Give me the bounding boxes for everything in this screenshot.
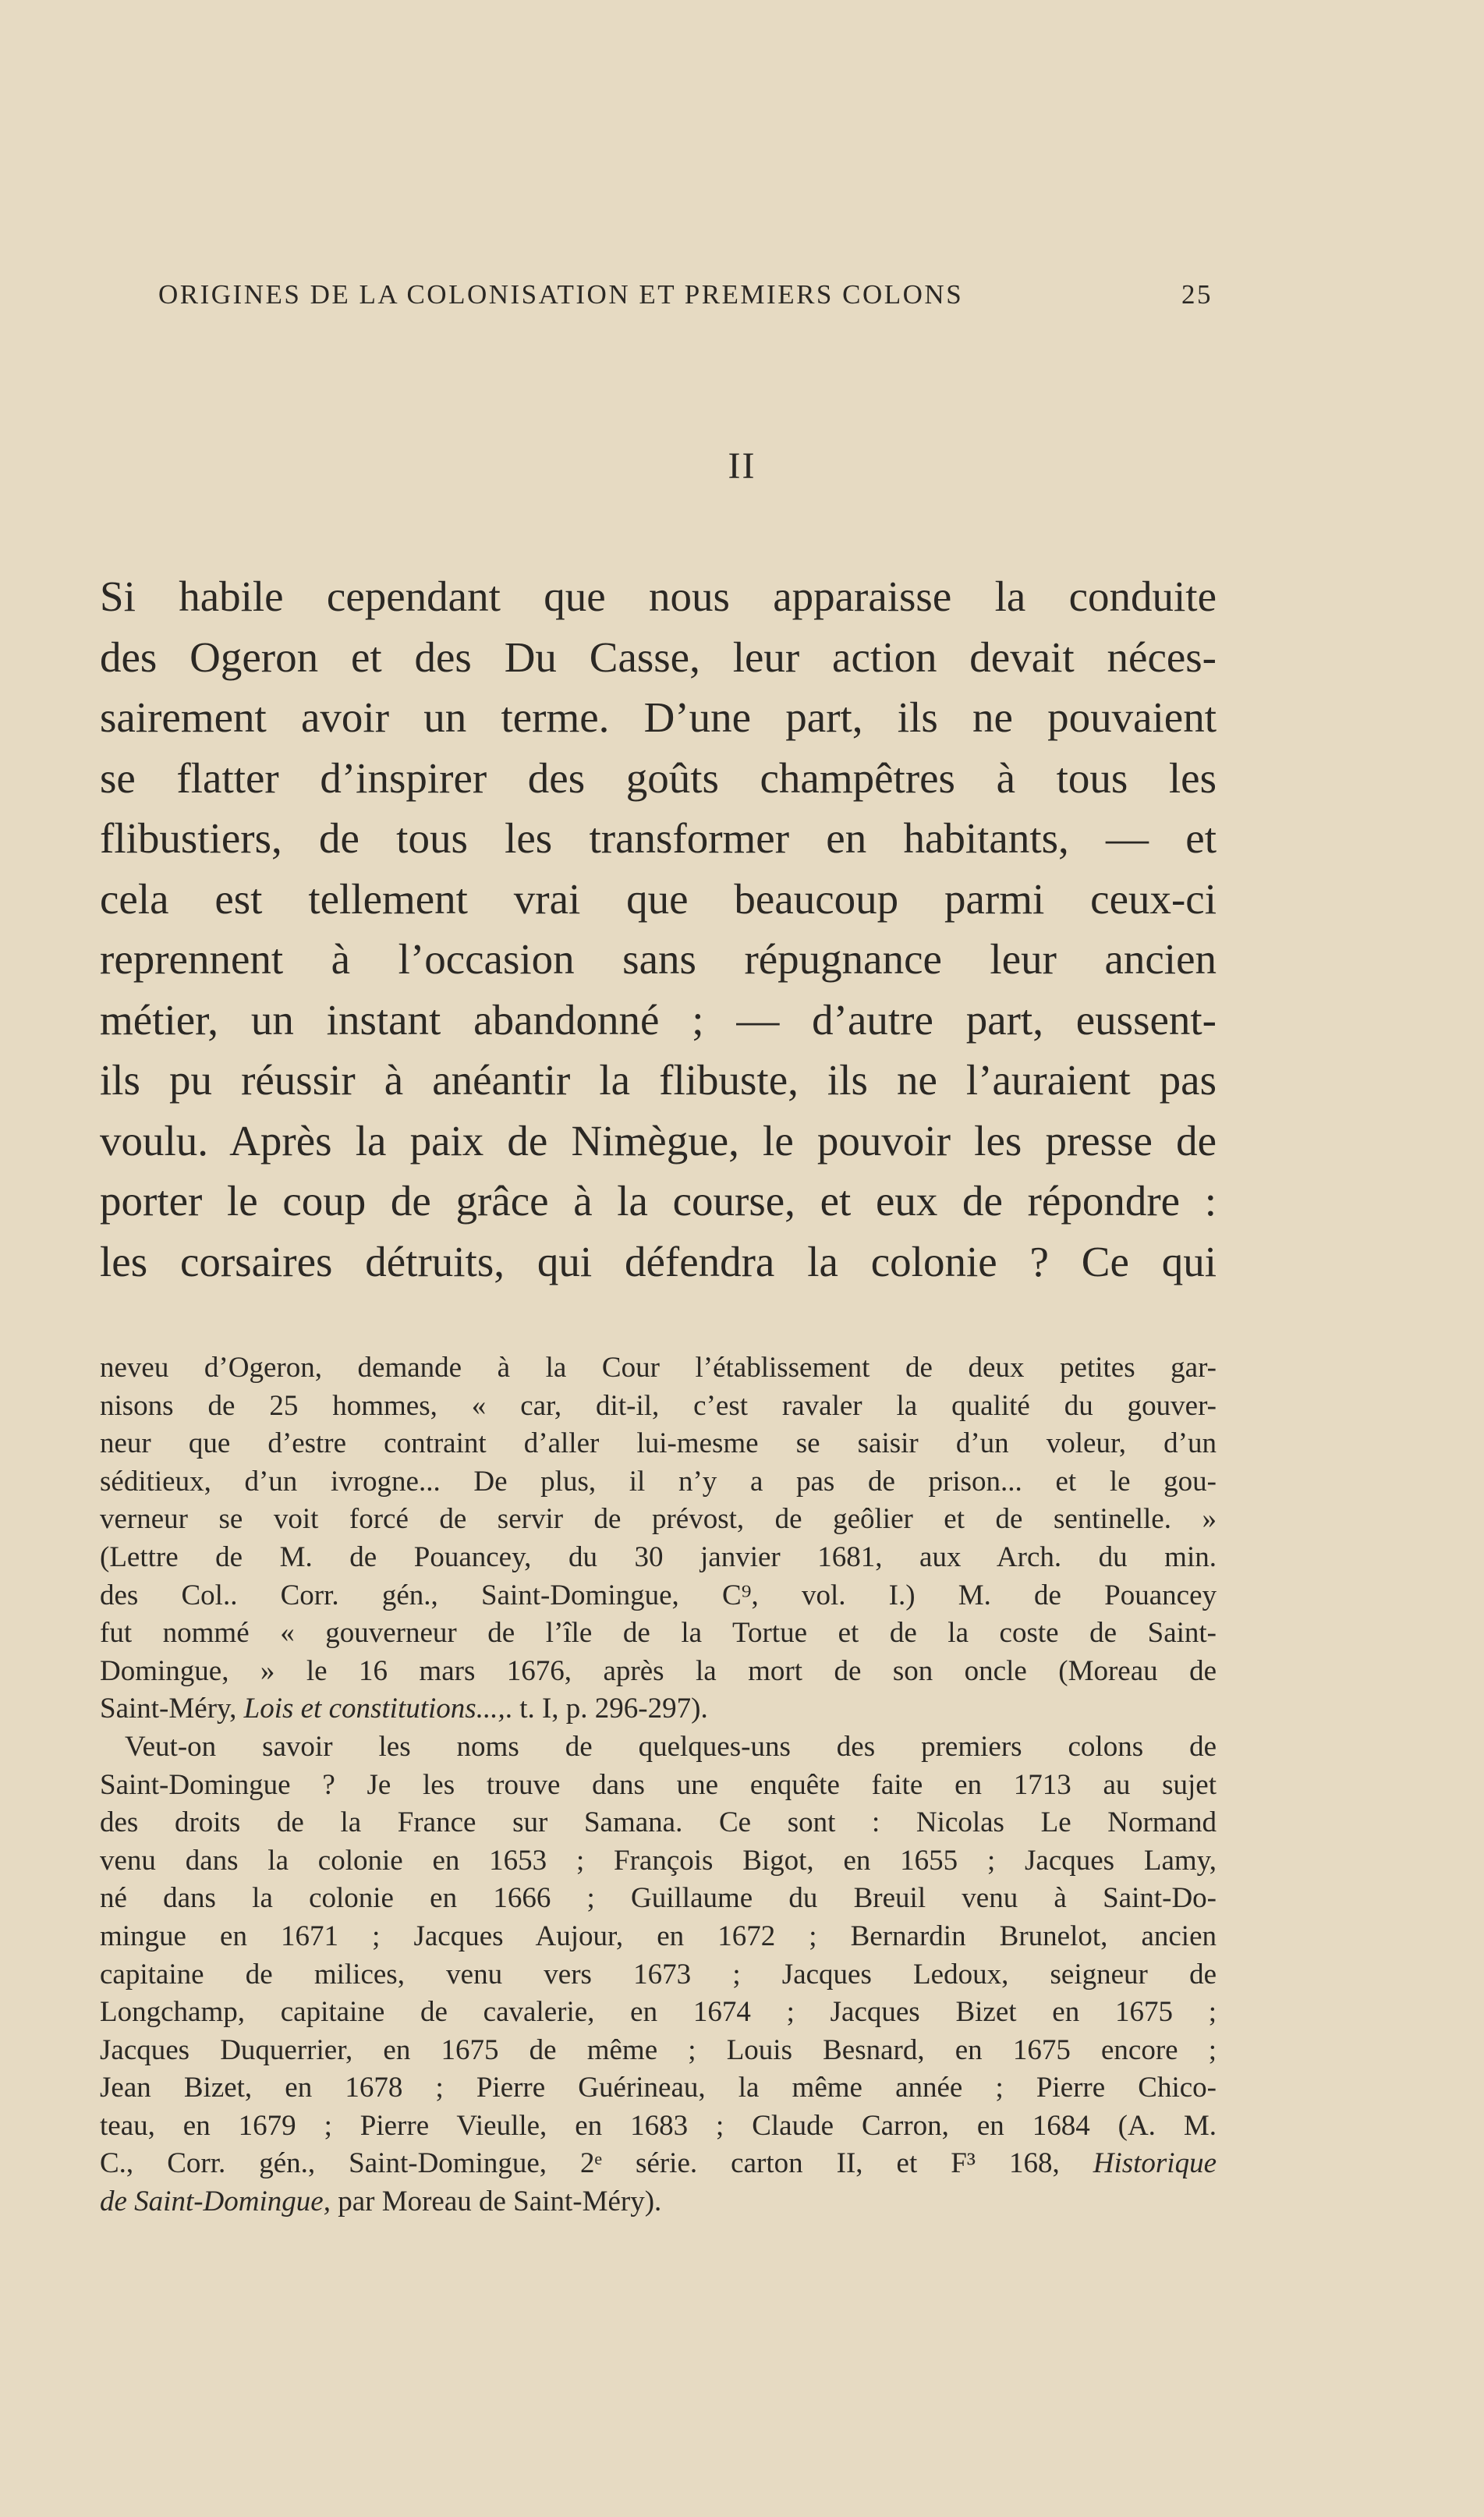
note-line: capitaine de milices, venu vers 1673 ; Jacques Ledoux, seigneur de <box>100 1958 1217 1991</box>
note-line: verneur se voit forcé de servir de prévost, de geôlier et de sentinelle. » <box>100 1503 1217 1536</box>
note-line: Jean Bizet, en 1678 ; Pierre Guérineau, la même année ; Pierre Chico- <box>100 2072 1217 2104</box>
note-line: des droits de la France sur Samana. Ce sont : Nicolas Le Normand <box>100 1806 1217 1839</box>
note-line: nisons de 25 hommes, « car, dit-il, c’est ravaler la qualité du gouver- <box>100 1389 1217 1422</box>
note-line: Veut-on savoir les noms de quelques-uns des premiers colons de <box>125 1730 1217 1763</box>
note-line: de Saint-Domingue, par Moreau de Saint-Méry). <box>100 2186 662 2218</box>
note-line: Saint-Domingue ? Je les trouve dans une enquête faite en 1713 au sujet <box>100 1768 1217 1801</box>
running-header <box>158 279 1213 310</box>
note-line: Jacques Duquerrier, en 1675 de même ; Louis Besnard, en 1675 encore ; <box>100 2033 1217 2066</box>
text-line: des Ogeron et des Du Casse, leur action devait néces- <box>100 633 1217 681</box>
italic-title: Lois et constitutions..., <box>243 1693 505 1725</box>
note-line: Saint-Méry, Lois et constitutions...,. t. I, p. 296-297). <box>100 1693 708 1725</box>
text-line: voulu. Après la paix de Nimègue, le pouvoir les presse de <box>100 1116 1217 1165</box>
note-line: neveu d’Ogeron, demande à la Cour l’établissement de deux petites gar- <box>100 1352 1217 1384</box>
note-line: fut nommé « gouverneur de l’île de la Tortue et de la coste de Saint- <box>100 1617 1217 1650</box>
note-line: mingue en 1671 ; Jacques Aujour, en 1672 ; Bernardin Brunelot, ancien <box>100 1920 1217 1952</box>
note-line: né dans la colonie en 1666 ; Guillaume du Breuil venu à Saint-Do- <box>100 1882 1217 1915</box>
page-number: 25 <box>1181 279 1213 310</box>
note-line: neur que d’estre contraint d’aller lui-mesme se saisir d’un voleur, d’un <box>100 1427 1217 1460</box>
text-line: les corsaires détruits, qui défendra la colonie ? Ce qui <box>100 1237 1217 1285</box>
text-line: reprennent à l’occasion sans répugnance leur ancien <box>100 935 1217 983</box>
note-line: des Col.. Corr. gén., Saint-Domingue, C⁹, vol. I.) M. de Pouancey <box>100 1579 1217 1611</box>
footnote-colonists <box>100 1728 1217 2221</box>
note-line: Domingue, » le 16 mars 1676, après la mort de son oncle (Moreau de <box>100 1654 1217 1687</box>
footnote-continuation <box>100 1349 1217 1728</box>
main-paragraph <box>100 566 1217 1292</box>
note-line: teau, en 1679 ; Pierre Vieulle, en 1683 ; Claude Carron, en 1684 (A. M. <box>100 2109 1217 2142</box>
running-title: ORIGINES DE LA COLONISATION ET PREMIERS COLONS <box>158 279 964 310</box>
text-line: métier, un instant abandonné ; — d’autre part, eussent- <box>100 995 1217 1044</box>
footnotes <box>100 1349 1217 2221</box>
note-line: (Lettre de M. de Pouancey, du 30 janvier 1681, aux Arch. du min. <box>100 1540 1217 1573</box>
text-line: flibustiers, de tous les transformer en habitants, — et <box>100 814 1217 862</box>
text-line: cela est tellement vrai que beaucoup parmi ceux-ci <box>100 874 1217 923</box>
note-line: C., Corr. gén., Saint-Domingue, 2ᵉ série. carton II, et F³ 168, Historique <box>100 2147 1217 2180</box>
text-line: se flatter d’inspirer des goûts champêtres à tous les <box>100 753 1217 802</box>
text-line: sairement avoir un terme. D’une part, ils ne pouvaient <box>100 693 1217 741</box>
text-line: Si habile cependant que nous apparaisse la conduite <box>100 573 1217 620</box>
italic-title: de Saint-Domingue, <box>100 2186 331 2218</box>
italic-title: Historique <box>1093 2147 1217 2180</box>
note-line: séditieux, d’un ivrogne... De plus, il n’y a pas de prison... et le gou- <box>100 1465 1217 1498</box>
note-line: venu dans la colonie en 1653 ; François Bigot, en 1655 ; Jacques Lamy, <box>100 1844 1217 1877</box>
text-line: porter le coup de grâce à la course, et eux de répondre : <box>100 1177 1217 1225</box>
note-line: Longchamp, capitaine de cavalerie, en 1674 ; Jacques Bizet en 1675 ; <box>100 1996 1217 2029</box>
text-line: ils pu réussir à anéantir la flibuste, ils ne l’auraient pas <box>100 1056 1217 1104</box>
section-number: II <box>728 445 756 487</box>
